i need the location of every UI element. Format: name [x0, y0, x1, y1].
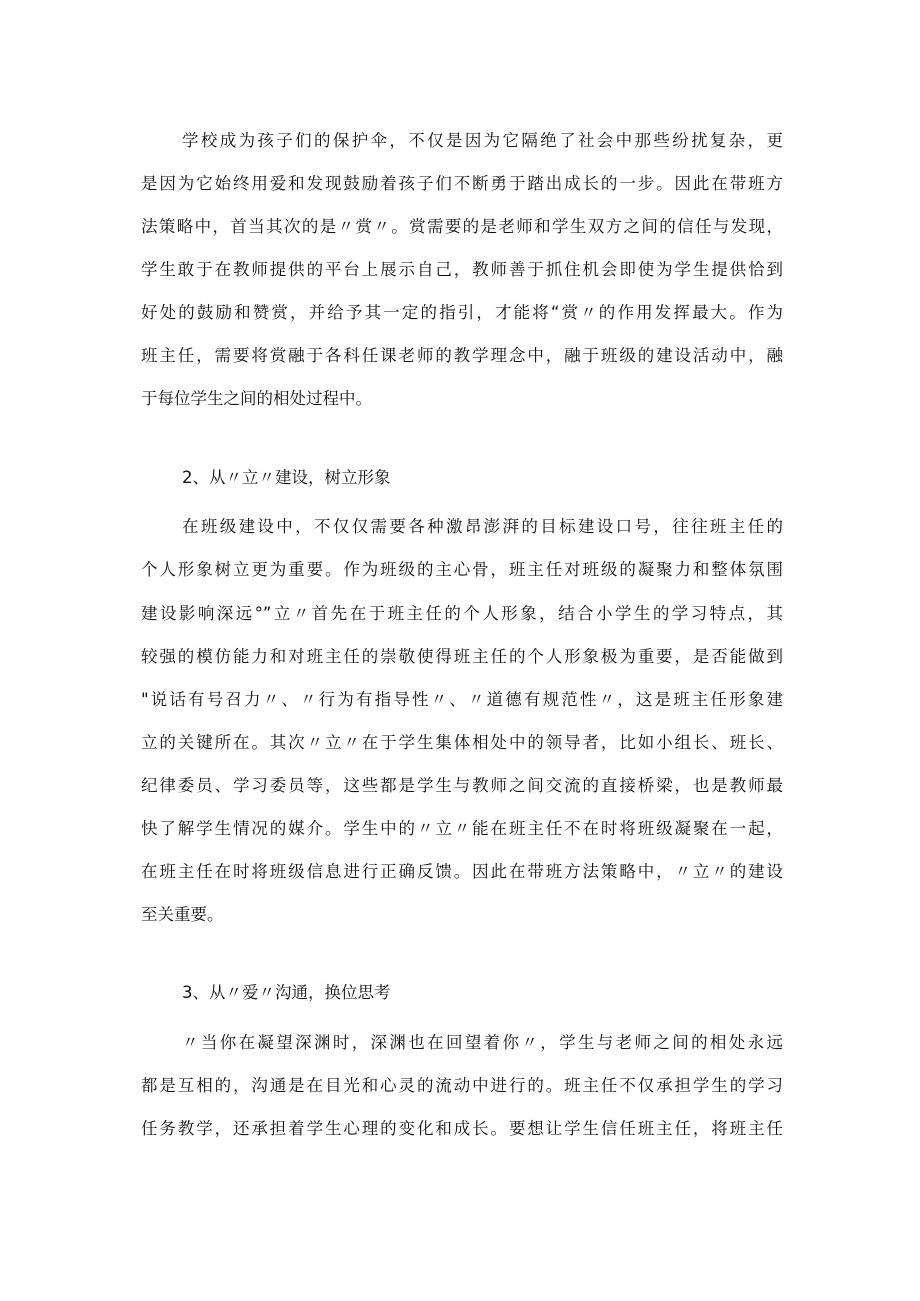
paragraph-2-line-1: 在班级建设中，不仅仅需要各种激昂澎湃的目标建设口号，往往班主任的	[182, 517, 783, 536]
paragraph-2-line-5: "说话有号召力〃、〃行为有指导性〃、〃道德有规范性〃，这是班主任形象建	[141, 690, 783, 709]
paragraph-1-line-4: 学生敢于在教师提供的平台上展示自己，教师善于抓住机会即使为学生提供恰到	[141, 260, 783, 279]
paragraph-2-line-2: 个人形象树立更为重要。作为班级的主心骨，班主任对班级的凝聚力和整体氛围	[141, 560, 783, 579]
paragraph-2-line-10: 至关重要。	[141, 905, 224, 924]
paragraph-1-line-7: 于每位学生之间的相处过程中。	[141, 389, 372, 408]
paragraph-2-line-7: 纪律委员、学习委员等，这些都是学生与教师之间交流的直接桥梁，也是教师最	[141, 776, 783, 795]
paragraph-3-line-3: 任务教学，还承担着学生心理的变化和成长。要想让学生信任班主任，将班主任	[141, 1119, 783, 1138]
paragraph-1-line-3: 法策略中，首当其次的是〃赏〃。赏需要的是老师和学生双方之间的信任与发现，	[141, 217, 783, 236]
section-heading-2: 2、从〃立〃建设，树立形象	[182, 468, 391, 487]
paragraph-2-line-4: 较强的模仿能力和对班主任的崇敬使得班主任的个人形象极为重要，是否能做到	[141, 647, 783, 666]
paragraph-1-line-2: 是因为它始终用爱和发现鼓励着孩子们不断勇于踏出成长的一步。因此在带班方	[141, 174, 783, 193]
section-heading-3: 3、从〃爱〃沟通，换位思考	[182, 983, 391, 1002]
paragraph-1-line-6: 班主任，需要将赏融于各科任课老师的教学理念中，融于班级的建设活动中，融	[141, 346, 783, 365]
paragraph-2-line-6: 立的关键所在。其次〃立〃在于学生集体相处中的领导者，比如小组长、班长、	[141, 733, 783, 752]
paragraph-1-line-5: 好处的鼓励和赞赏，并给予其一定的指引，才能将“赏〃的作用发挥最大。作为	[141, 303, 783, 322]
paragraph-2-line-3: 建设影响深远°”立〃首先在于班主任的个人形象，结合小学生的学习特点，其	[141, 604, 783, 623]
paragraph-3-line-2: 都是互相的，沟通是在目光和心灵的流动中进行的。班主任不仅承担学生的学习	[141, 1076, 783, 1095]
paragraph-1-line-1: 学校成为孩子们的保护伞，不仅是因为它隔绝了社会中那些纷扰复杂，更	[182, 131, 783, 150]
paragraph-3-line-1: 〃当你在凝望深渊时，深渊也在回望着你〃，学生与老师之间的相处永远	[182, 1033, 783, 1052]
paragraph-2-line-8: 快了解学生情况的媒介。学生中的〃立〃能在班主任不在时将班级凝聚在一起，	[141, 819, 783, 838]
paragraph-2-line-9: 在班主任在时将班级信息进行正确反馈。因此在带班方法策略中，〃立〃的建设	[141, 862, 783, 881]
